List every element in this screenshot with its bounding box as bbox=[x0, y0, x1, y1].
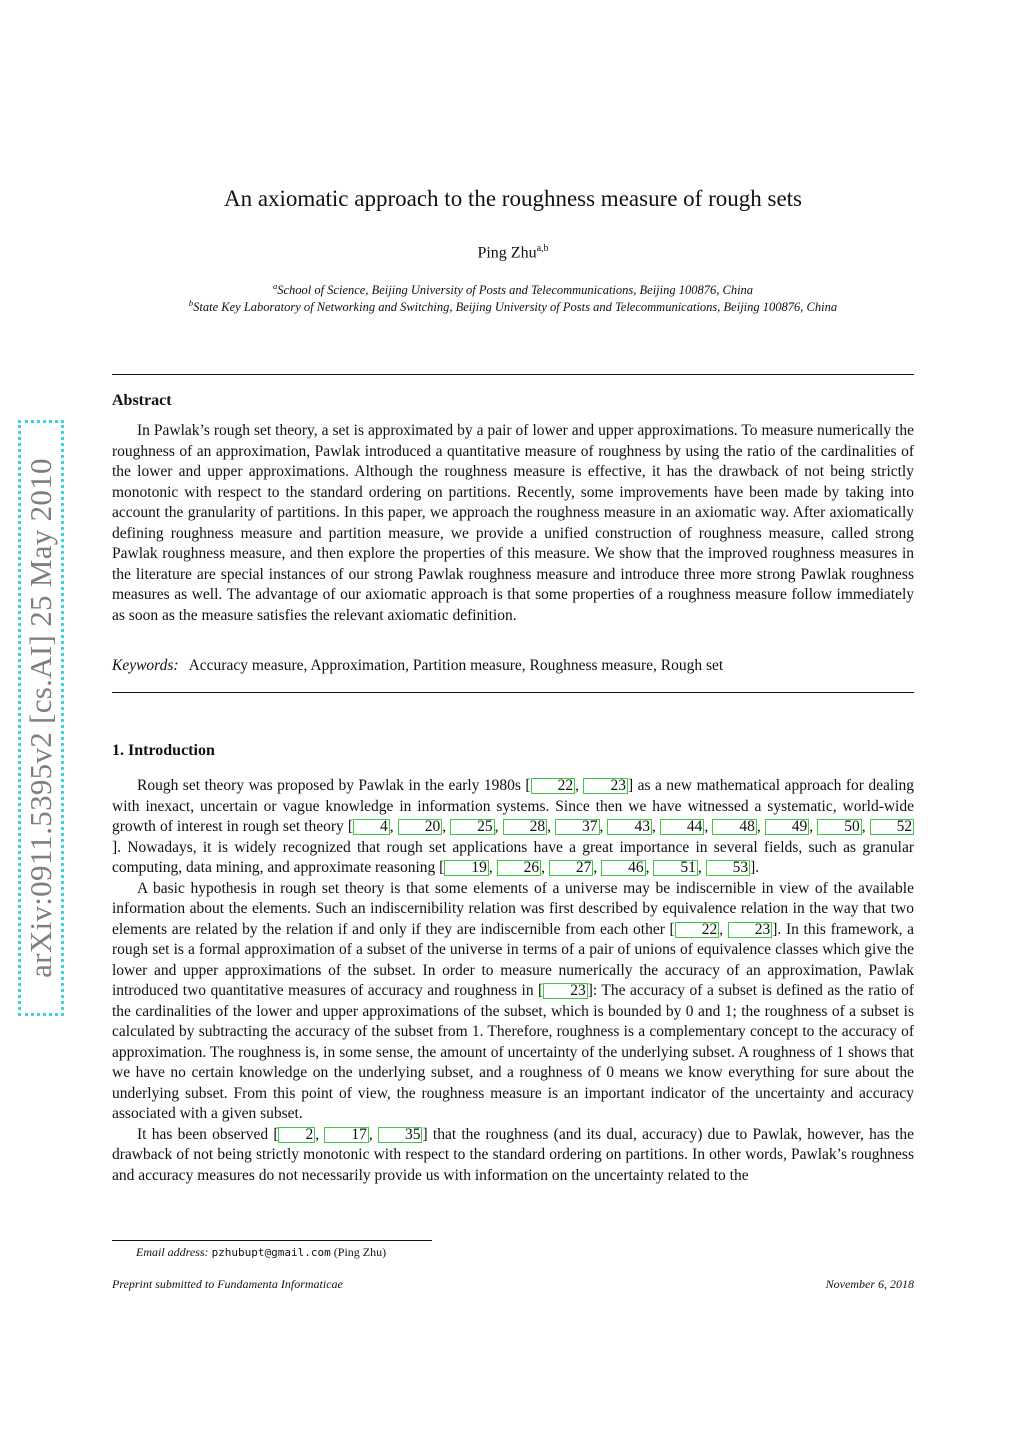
citation-link[interactable]: 26 bbox=[497, 860, 542, 876]
citation-group: 22 , 23 bbox=[531, 777, 628, 794]
affiliation-text: State Key Laboratory of Networking and Switching, Beijing University of Posts and Telecommunications, Beijing 100876, China bbox=[193, 300, 838, 315]
author-name: Ping Zhu bbox=[477, 244, 537, 262]
citation-link[interactable]: 43 bbox=[607, 819, 652, 835]
author-line bbox=[112, 243, 914, 262]
arxiv-identifier[interactable]: arXiv:0911.5395v2 [cs.AI] 25 May 2010 bbox=[23, 458, 58, 978]
email-link[interactable]: pzhubupt@gmail.com bbox=[211, 1246, 331, 1259]
paragraph-text: It has been observed [ bbox=[137, 1125, 279, 1143]
citation-group: 4 , 20 , 25 , 28 , 37 , 43 , 44 , 48 , 49 , 50 , 52 bbox=[353, 818, 914, 835]
keywords-list: Accuracy measure, Approximation, Partition measure, Roughness measure, Rough set bbox=[188, 657, 724, 674]
author-affiliation-marks: a,b bbox=[536, 243, 549, 254]
email-owner: (Ping Zhu) bbox=[333, 1245, 387, 1259]
citation-link[interactable]: 35 bbox=[378, 1127, 423, 1143]
paragraph bbox=[112, 879, 914, 1125]
citation-link[interactable]: 25 bbox=[450, 819, 495, 835]
affiliation-mark: b bbox=[188, 298, 194, 308]
affiliation-mark: a bbox=[272, 281, 278, 291]
citation-link[interactable]: 28 bbox=[503, 819, 548, 835]
citation-link[interactable]: 23 bbox=[728, 922, 773, 938]
paragraph-text: Rough set theory was proposed by Pawlak in the early 1980s [ bbox=[137, 777, 531, 794]
email-label: Email address: bbox=[136, 1245, 209, 1259]
paragraph-text: ]: The accuracy of a subset is defined as the ratio of the cardinalities of the lower and upper approximations of the subset, which is bounded by 0 and 1; the roughness of a subset is calculated by subtracting the accuracy of the subset from 1. Therefore, roughness is a complementary concept to the accuracy of approximation. The roughness is, in some sense, the amount of uncertainty of the underlying subset. A roughness of 1 shows that we have no certain knowledge on the underlying subset, and a roughness of 0 means we know everything for sure about the underlying subset. From this point of view, the roughness measure is an important indicator of the uncertainty and accuracy associated with a given subset. bbox=[112, 982, 914, 1122]
abstract-text: In Pawlak’s rough set theory, a set is approximated by a pair of lower and upper approximations. To measure numerically the roughness of an approximation, Pawlak introduced a quantitative measure of roughness by using the ratio of the cardinalities of the lower and upper approximations. Although the roughness measure is effective, it has the drawback of not being strictly monotonic with respect to the standard ordering on partitions. Recently, some improvements have been made by taking into account the granularity of partitions. In this paper, we approach the roughness measure in an axiomatic way. After axiomatically defining roughness measure and partition measure, we provide a unified construction of roughness measure, called strong Pawlak roughness measure, and then explore the properties of this measure. We show that the improved roughness measures in the literature are special instances of our strong Pawlak roughness measure and introduce three more strong Pawlak roughness measures as well. The advantage of our axiomatic approach is that some properties of a roughness measure follow immediately as soon as the measure satisfies the relevant axiomatic definition. bbox=[112, 422, 914, 624]
section-heading-introduction: 1. Introduction bbox=[112, 742, 215, 759]
citation-link[interactable]: 52 bbox=[870, 819, 915, 835]
citation-link[interactable]: 22 bbox=[675, 922, 720, 938]
keywords-label: Keywords: bbox=[112, 657, 179, 674]
citation-link[interactable]: 48 bbox=[712, 819, 757, 835]
footnote-rule bbox=[112, 1240, 432, 1241]
preprint-date: November 6, 2018 bbox=[825, 1277, 914, 1291]
citation-link[interactable]: 23 bbox=[543, 983, 588, 999]
paragraph-text: ]. In this framework, a rough set is a formal approximation of a subset of the universe in terms of a pair of unions of equivalence classes which give the lower and upper approximations of the subset. In order to measure numerically the accuracy of an approximation, Pawlak introduced two quantitative measures of accuracy and roughness in [ bbox=[112, 920, 915, 999]
citation-link[interactable]: 4 bbox=[353, 819, 390, 835]
paragraph bbox=[112, 1125, 914, 1187]
citation-link[interactable]: 2 bbox=[278, 1127, 315, 1143]
citation-link[interactable]: 27 bbox=[549, 860, 594, 876]
citation-link[interactable]: 53 bbox=[706, 860, 751, 876]
affiliation-a bbox=[112, 281, 914, 298]
footnote-email bbox=[136, 1245, 386, 1260]
affiliation-text: School of Science, Beijing University of Posts and Telecommunications, Beijing 100876, China bbox=[277, 283, 754, 298]
citation-link[interactable]: 49 bbox=[765, 819, 810, 835]
introduction-body bbox=[112, 776, 914, 1186]
citation-link[interactable]: 22 bbox=[531, 778, 576, 794]
abstract-top-rule bbox=[112, 374, 914, 375]
citation-link[interactable]: 19 bbox=[444, 860, 489, 876]
abstract-heading: Abstract bbox=[112, 392, 172, 409]
paragraph-text: ]. Nowadays, it is widely recognized that rough set applications have a great importance in several fields, such as granular computing, data mining, and approximate reasoning [ bbox=[112, 838, 914, 876]
paragraph-text: ]. bbox=[750, 859, 760, 876]
citation-link[interactable]: 20 bbox=[398, 819, 443, 835]
paper-title: An axiomatic approach to the roughness measure of rough sets bbox=[223, 186, 803, 211]
citation-group: 2 , 17 , 35 bbox=[278, 1126, 422, 1143]
paragraph-text: ] that the roughness (and its dual, accuracy) due to Pawlak, however, has the drawback of not being strictly monotonic with respect to the standard ordering on partitions. In other words, Pawlak’s roughness and accuracy measures do not necessarily provide us with information on the uncertainty related to the bbox=[112, 1125, 914, 1184]
citation-link[interactable]: 23 bbox=[583, 778, 628, 794]
citation-group bbox=[543, 982, 588, 999]
citation-group: 19 , 26 , 27 , 46 , 51 , 53 bbox=[444, 859, 750, 876]
abstract-bottom-rule bbox=[112, 692, 914, 693]
citation-group: 22 , 23 bbox=[675, 921, 773, 938]
paragraph-text: A basic hypothesis in rough set theory is that some elements of a universe may be indiscernible in view of the available information about the elements. Such an indiscernibility relation was first described by equivalence relation in the way that two elements are related by the relation if and only if they are indiscernible from each other [ bbox=[112, 879, 914, 938]
paragraph-text: ] as a new mathematical approach for dealing with inexact, uncertain or vague knowledge in information systems. Since then we have witnessed a systematic, world-wide growth of interest in rough set theory [ bbox=[112, 777, 915, 835]
affiliation-b bbox=[112, 298, 914, 315]
preprint-note: Preprint submitted to Fundamenta Informaticae bbox=[112, 1277, 343, 1291]
keywords-line bbox=[112, 657, 723, 675]
citation-link[interactable]: 44 bbox=[660, 819, 705, 835]
paragraph bbox=[112, 776, 914, 879]
citation-link[interactable]: 51 bbox=[653, 860, 698, 876]
citation-link[interactable]: 37 bbox=[555, 819, 600, 835]
citation-link[interactable]: 17 bbox=[324, 1127, 369, 1143]
citation-link[interactable]: 50 bbox=[817, 819, 862, 835]
citation-link[interactable]: 46 bbox=[601, 860, 646, 876]
